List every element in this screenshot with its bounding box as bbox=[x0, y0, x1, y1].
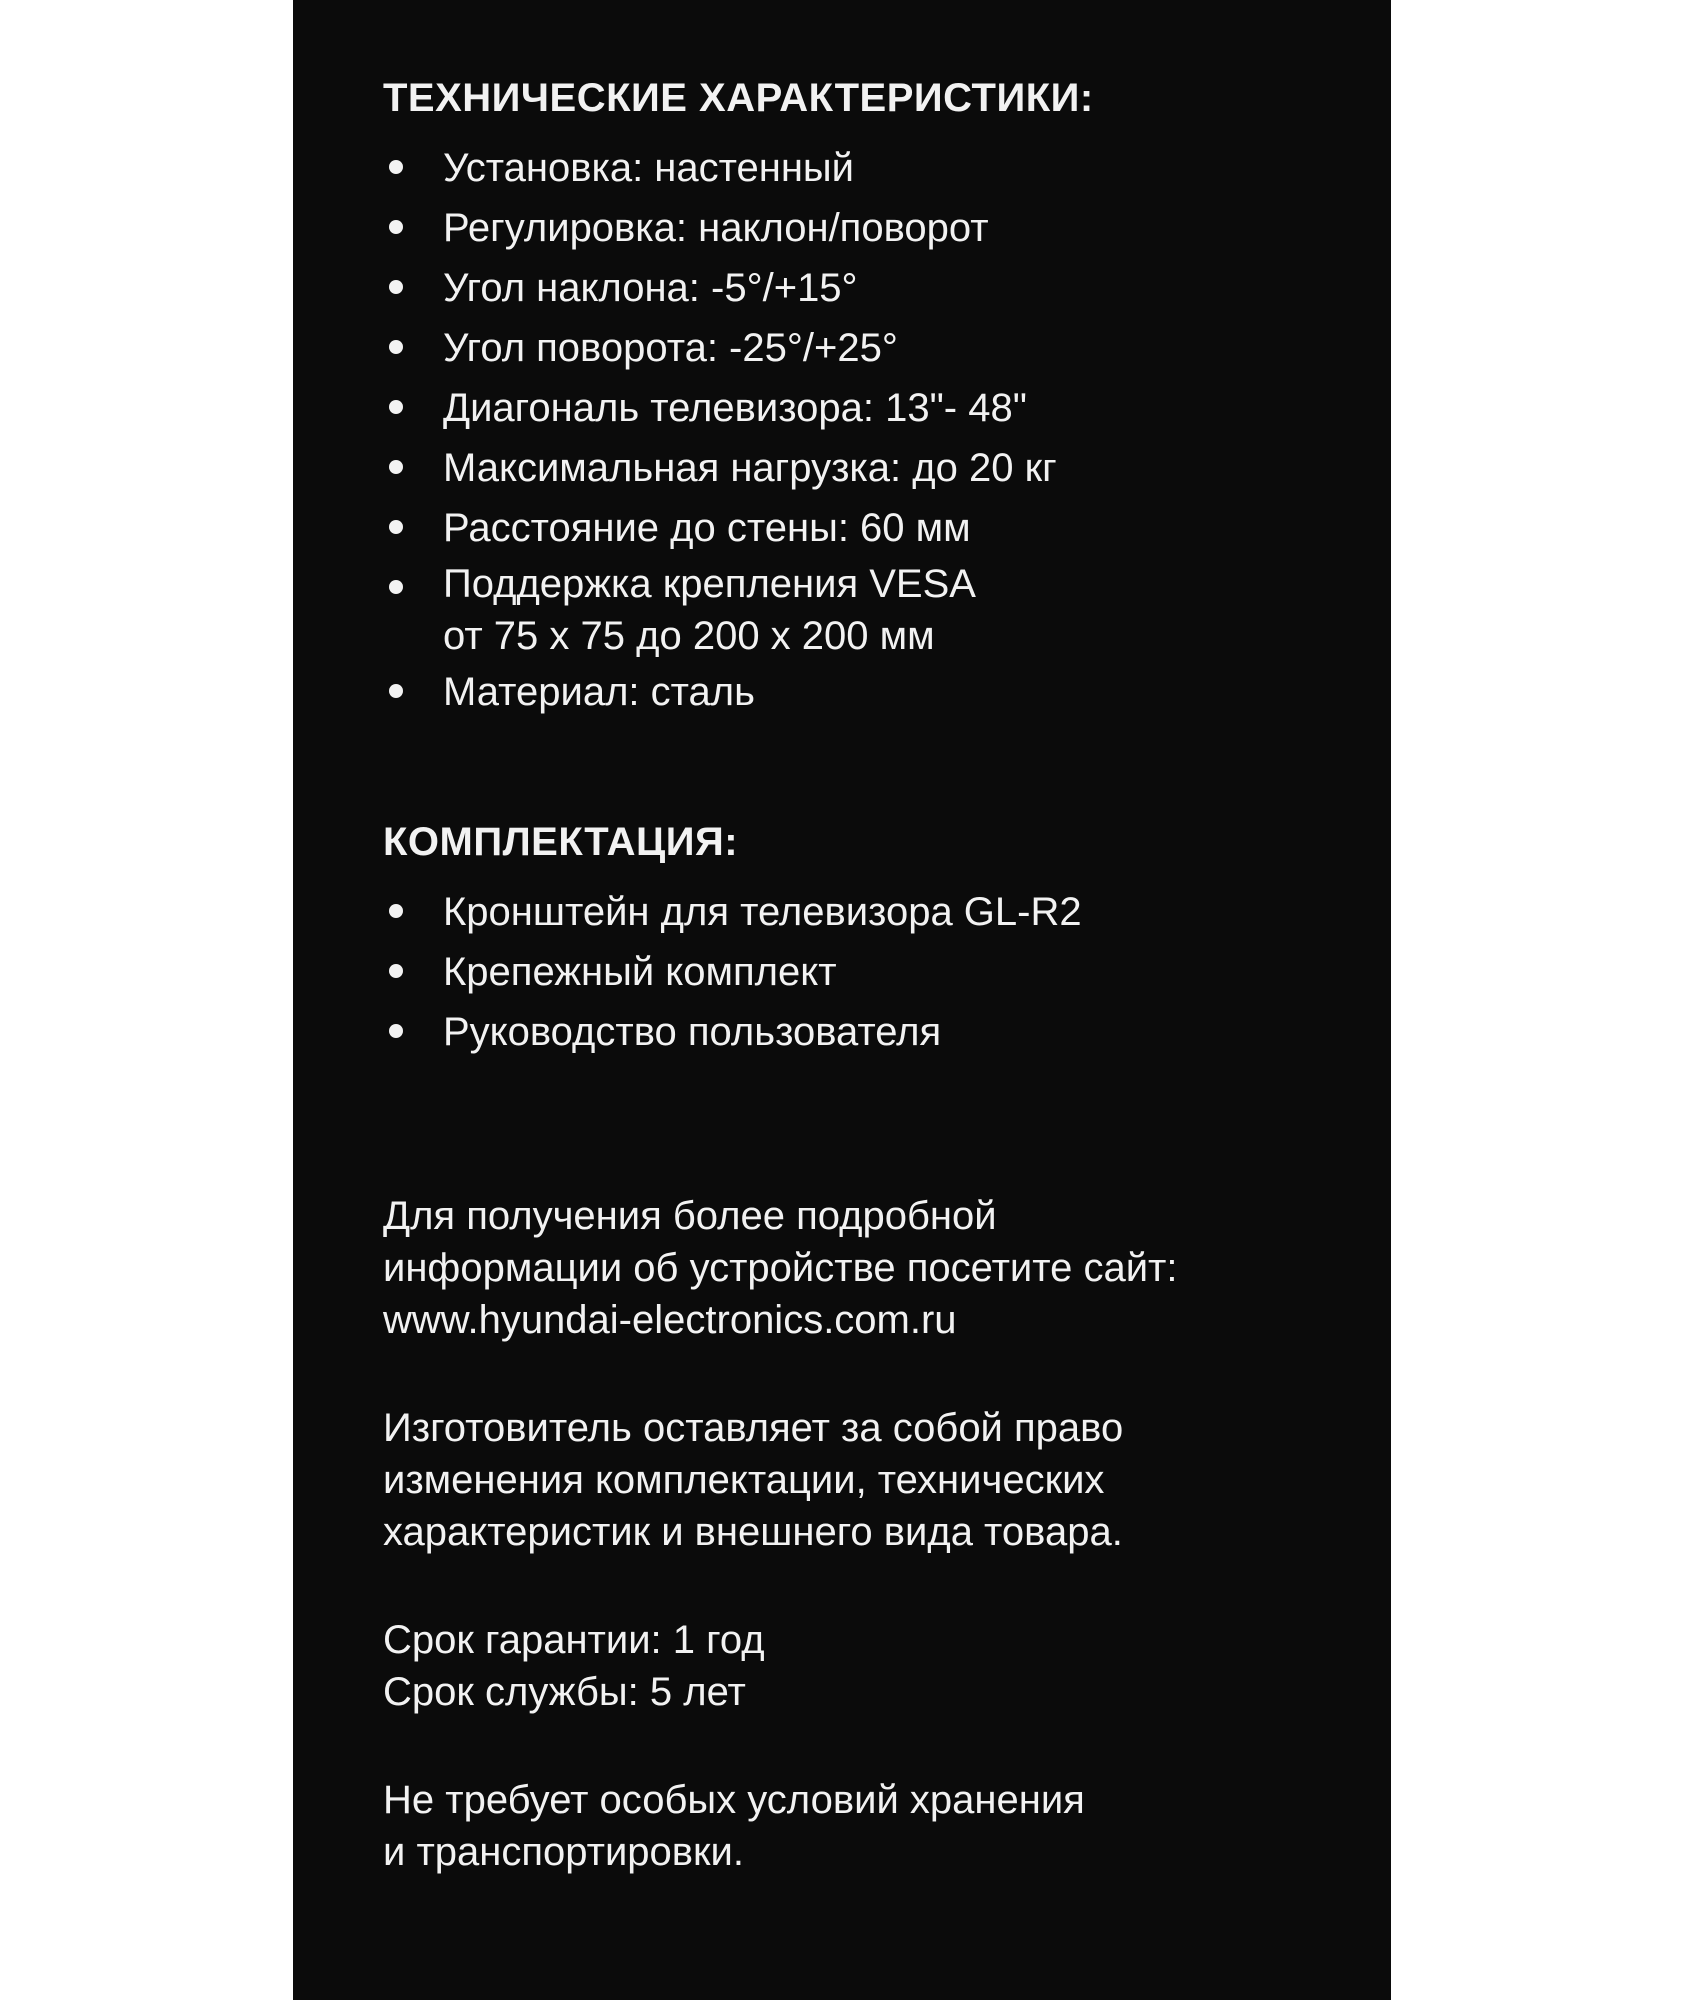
spec-item-material: Материал: сталь bbox=[383, 662, 1343, 722]
disclaimer-line-1: Изготовитель оставляет за собой право bbox=[383, 1406, 1124, 1450]
spec-item-swivel-angle: Угол поворота: -25°/+25° bbox=[383, 318, 1343, 378]
spec-item-wall-distance: Расстояние до стены: 60 мм bbox=[383, 498, 1343, 558]
package-item-fasteners: Крепежный комплект bbox=[383, 942, 1343, 1002]
storage-paragraph bbox=[383, 1774, 1343, 1878]
spec-item-vesa bbox=[383, 558, 1343, 662]
service-life: Срок службы: 5 лет bbox=[383, 1670, 746, 1714]
panel-content bbox=[383, 68, 1343, 1878]
spec-item-vesa-line-1: Поддержка крепления VESA bbox=[443, 562, 976, 606]
package-heading: КОМПЛЕКТАЦИЯ: bbox=[383, 820, 739, 864]
packaging-panel bbox=[293, 0, 1391, 2000]
specs-heading: ТЕХНИЧЕСКИЕ ХАРАКТЕРИСТИКИ: bbox=[383, 76, 1094, 120]
spec-item-mounting: Установка: настенный bbox=[383, 138, 1343, 198]
spec-item-tilt-angle: Угол наклона: -5°/+15° bbox=[383, 258, 1343, 318]
spec-item-adjustment: Регулировка: наклон/поворот bbox=[383, 198, 1343, 258]
package-list bbox=[383, 882, 1343, 1062]
disclaimer-line-2: изменения комплектации, технических bbox=[383, 1458, 1105, 1502]
disclaimer-line-3: характеристик и внешнего вида товара. bbox=[383, 1510, 1123, 1554]
website-url: www.hyundai-electronics.com.ru bbox=[383, 1298, 957, 1342]
package-item-bracket: Кронштейн для телевизора GL-R2 bbox=[383, 882, 1343, 942]
warranty-paragraph bbox=[383, 1614, 1343, 1718]
storage-line-1: Не требует особых условий хранения bbox=[383, 1778, 1085, 1822]
info-line-2: информации об устройстве посетите сайт: bbox=[383, 1246, 1178, 1290]
disclaimer-paragraph bbox=[383, 1402, 1343, 1558]
storage-line-2: и транспортировки. bbox=[383, 1830, 744, 1874]
info-paragraph bbox=[383, 1190, 1343, 1346]
info-line-1: Для получения более подробной bbox=[383, 1194, 997, 1238]
spec-item-vesa-line-2: от 75 x 75 до 200 x 200 мм bbox=[443, 614, 935, 658]
warranty-period: Срок гарантии: 1 год bbox=[383, 1618, 765, 1662]
package-item-manual: Руководство пользователя bbox=[383, 1002, 1343, 1062]
specs-list bbox=[383, 138, 1343, 722]
spec-item-tv-diagonal: Диагональ телевизора: 13"- 48" bbox=[383, 378, 1343, 438]
spec-item-max-load: Максимальная нагрузка: до 20 кг bbox=[383, 438, 1343, 498]
